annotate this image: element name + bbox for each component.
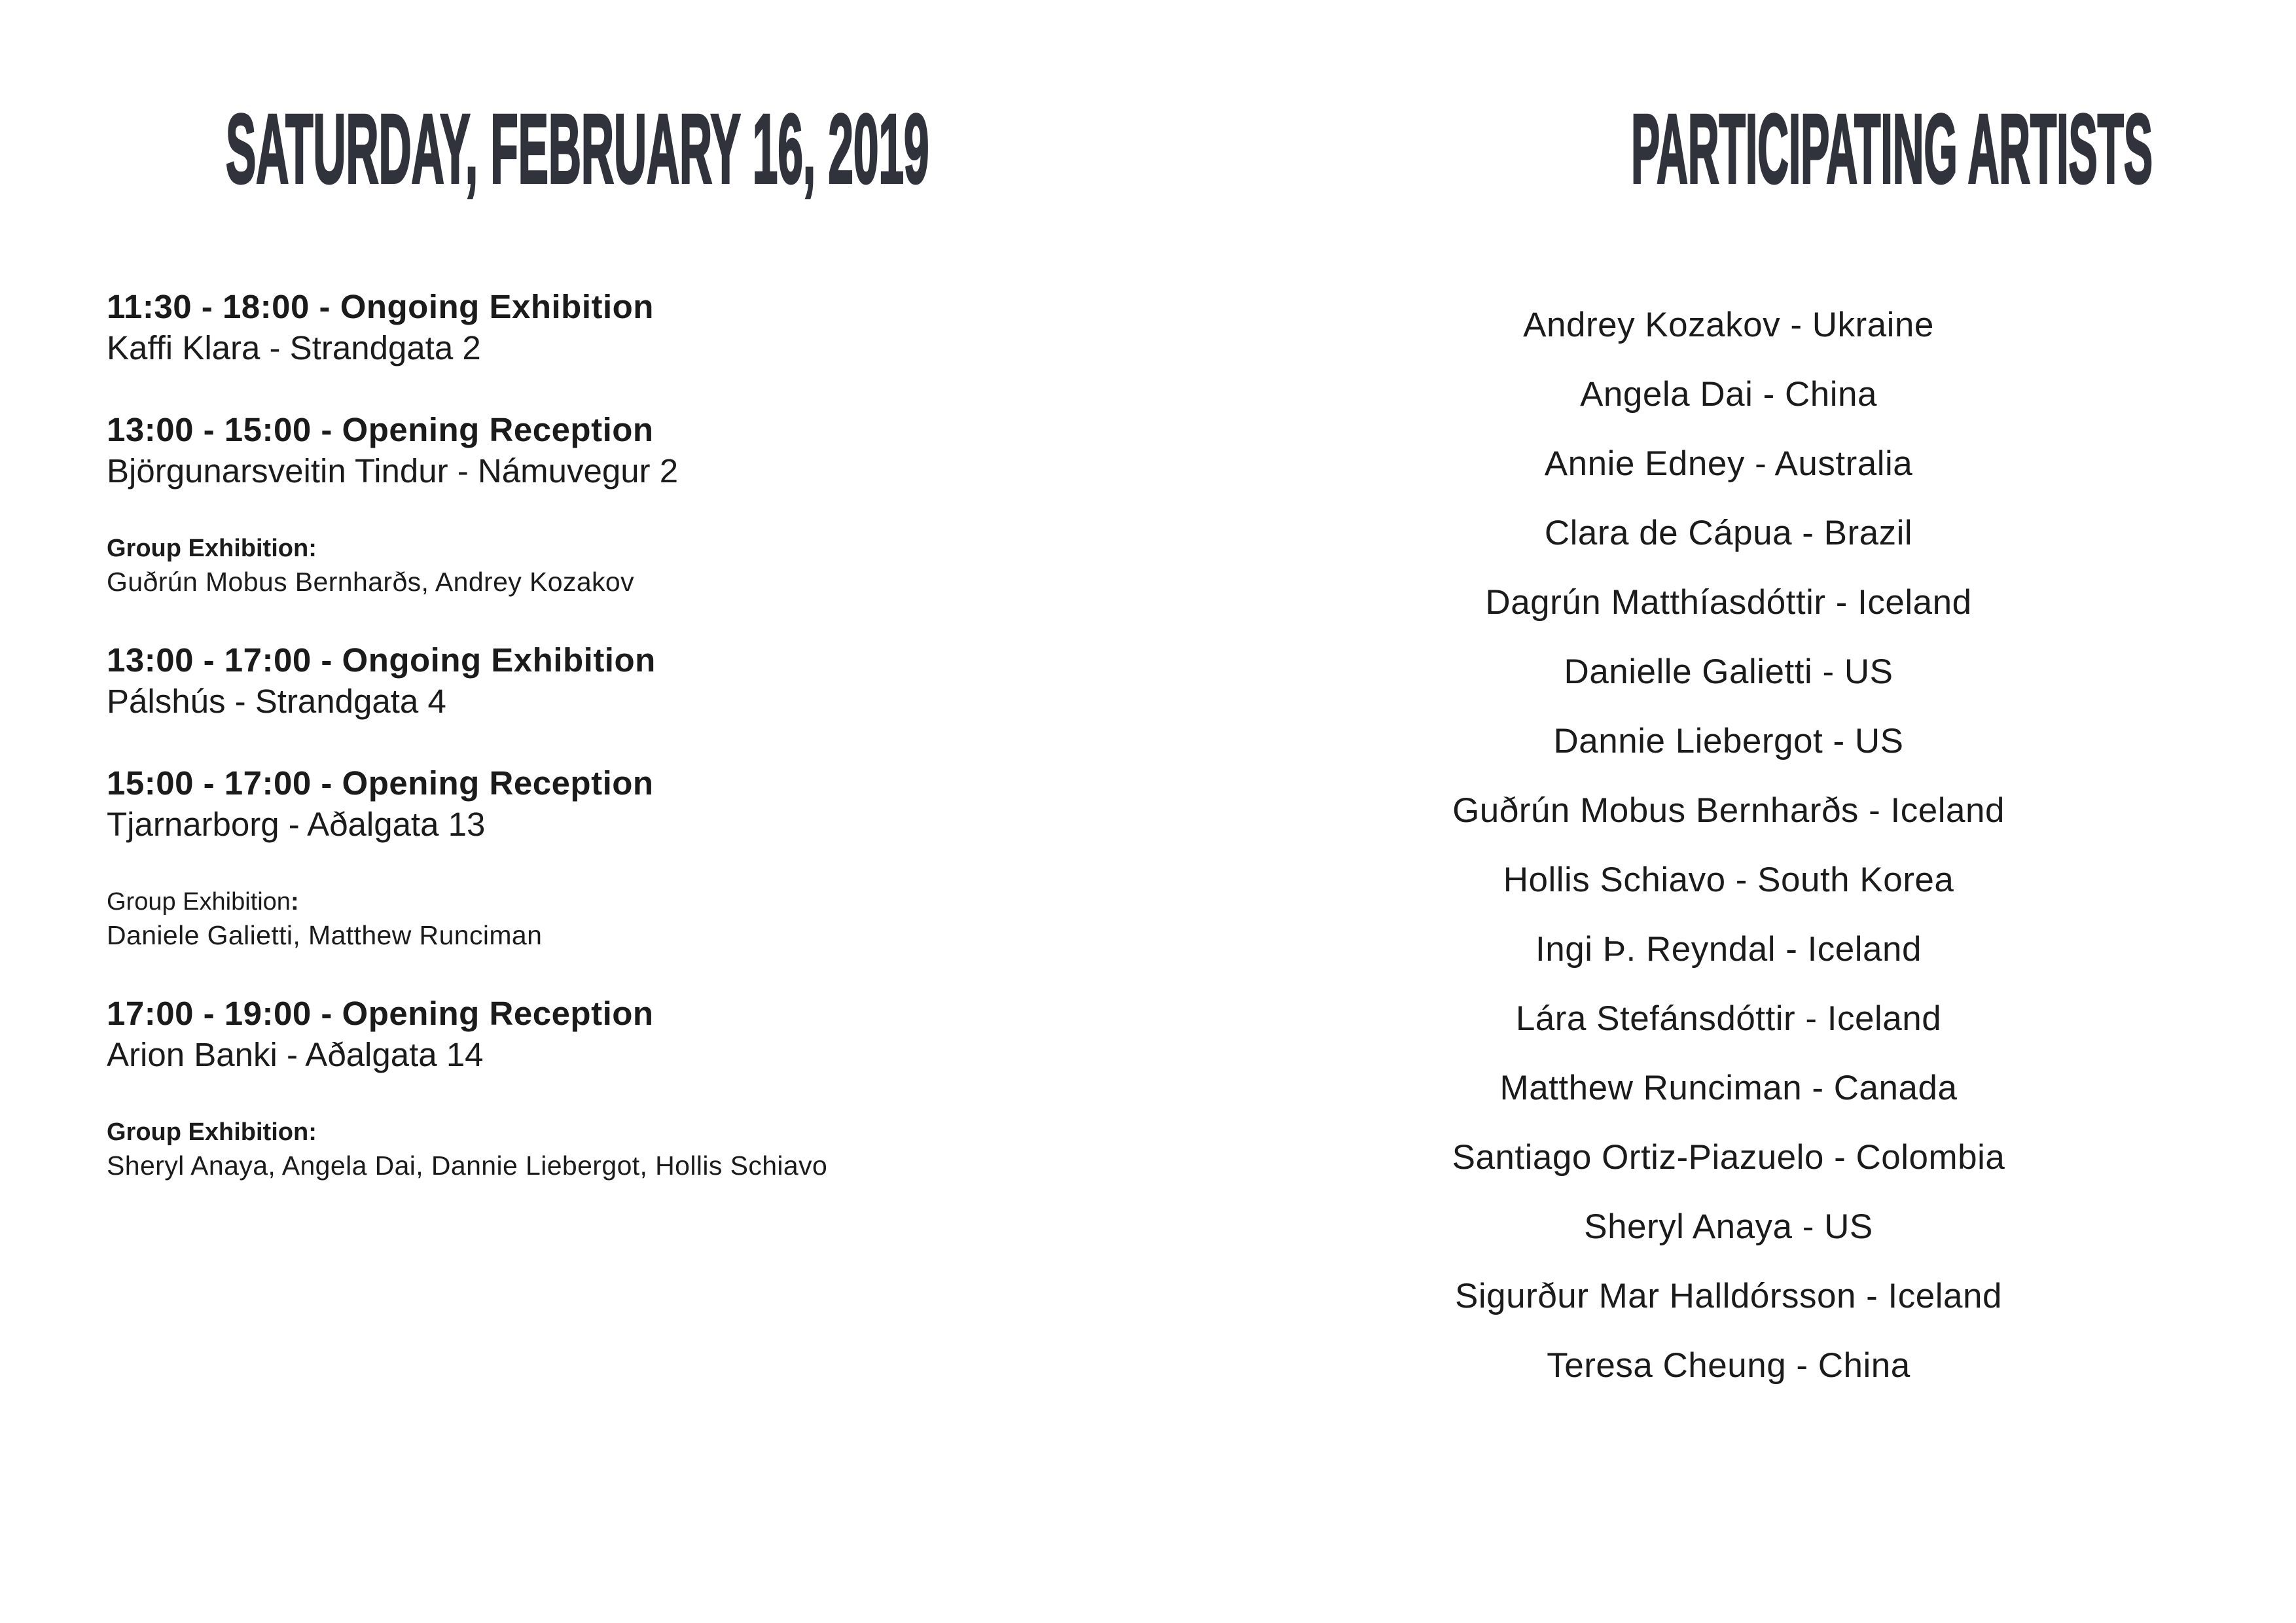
artist-entry: Santiago Ortiz-Piazuelo - Colombia bbox=[1452, 1138, 2005, 1177]
artist-entry: Lára Stefánsdóttir - Iceland bbox=[1515, 999, 1942, 1038]
event-time-title: 13:00 - 17:00 - Ongoing Exhibition bbox=[107, 641, 656, 679]
artist-entry: Sheryl Anaya - US bbox=[1584, 1207, 1873, 1246]
event-block bbox=[107, 286, 1128, 368]
group-exhibition-label-text: Group Exhibition: bbox=[107, 1118, 317, 1146]
event-time-title: 11:30 - 18:00 - Ongoing Exhibition bbox=[107, 288, 654, 325]
group-exhibition-label-text: Group Exhibition: bbox=[107, 535, 317, 562]
schedule-title-text: SATURDAY, FEBRUARY 16, 2019 bbox=[226, 94, 929, 204]
artist-entry: Guðrún Mobus Bernharðs - Iceland bbox=[1452, 791, 2005, 830]
event-venue: Kaffi Klara - Strandgata 2 bbox=[107, 329, 481, 366]
artist-entry: Ingi Þ. Reyndal - Iceland bbox=[1535, 930, 1922, 969]
event-block bbox=[107, 993, 1128, 1075]
artist-entry: Matthew Runciman - Canada bbox=[1499, 1069, 1958, 1107]
event-venue: Pálshús - Strandgata 4 bbox=[107, 683, 446, 720]
group-exhibition-artists: Daniele Galietti, Matthew Runciman bbox=[107, 920, 543, 950]
group-exhibition-label-colon: : bbox=[290, 888, 299, 916]
event-block bbox=[107, 409, 1128, 491]
artists-list bbox=[1299, 291, 2158, 1400]
group-exhibition-label bbox=[107, 532, 1128, 565]
artist-entry: Annie Edney - Australia bbox=[1544, 444, 1913, 483]
event-venue: Tjarnarborg - Aðalgata 13 bbox=[107, 806, 486, 843]
artist-entry: Dagrún Matthíasdóttir - Iceland bbox=[1485, 583, 1972, 622]
event-time-title: 17:00 - 19:00 - Opening Reception bbox=[107, 995, 654, 1032]
artist-entry: Andrey Kozakov - Ukraine bbox=[1523, 306, 1934, 344]
event-time-title: 15:00 - 17:00 - Opening Reception bbox=[107, 764, 654, 802]
event-block bbox=[107, 639, 1128, 722]
event-venue: Björgunarsveitin Tindur - Námuvegur 2 bbox=[107, 452, 679, 490]
group-exhibition-label bbox=[107, 1116, 1128, 1149]
artist-entry: Hollis Schiavo - South Korea bbox=[1503, 861, 1954, 899]
artists-title bbox=[1299, 94, 2158, 204]
group-exhibition-block bbox=[107, 885, 1128, 952]
artist-entry: Danielle Galietti - US bbox=[1564, 652, 1893, 691]
event-venue: Arion Banki - Aðalgata 14 bbox=[107, 1036, 484, 1073]
event-block bbox=[107, 762, 1128, 845]
group-exhibition-label-text: Group Exhibition bbox=[107, 888, 291, 916]
artist-entry: Dannie Liebergot - US bbox=[1553, 722, 1904, 760]
artist-entry: Clara de Cápua - Brazil bbox=[1544, 514, 1913, 552]
artist-entry: Angela Dai - China bbox=[1580, 375, 1877, 414]
group-exhibition-artists: Sheryl Anaya, Angela Dai, Dannie Liebergot, Hollis Schiavo bbox=[107, 1150, 828, 1181]
event-time-title: 13:00 - 15:00 - Opening Reception bbox=[107, 411, 654, 448]
events-list bbox=[107, 286, 1128, 1223]
artist-entry: Sigurður Mar Halldórsson - Iceland bbox=[1455, 1277, 2002, 1315]
group-exhibition-label bbox=[107, 885, 1128, 918]
artists-title-text: PARTICIPATING ARTISTS bbox=[1631, 94, 2153, 204]
artist-entry: Teresa Cheung - China bbox=[1547, 1346, 1910, 1385]
group-exhibition-block bbox=[107, 532, 1128, 599]
group-exhibition-artists: Guðrún Mobus Bernharðs, Andrey Kozakov bbox=[107, 567, 635, 597]
group-exhibition-block bbox=[107, 1116, 1128, 1183]
